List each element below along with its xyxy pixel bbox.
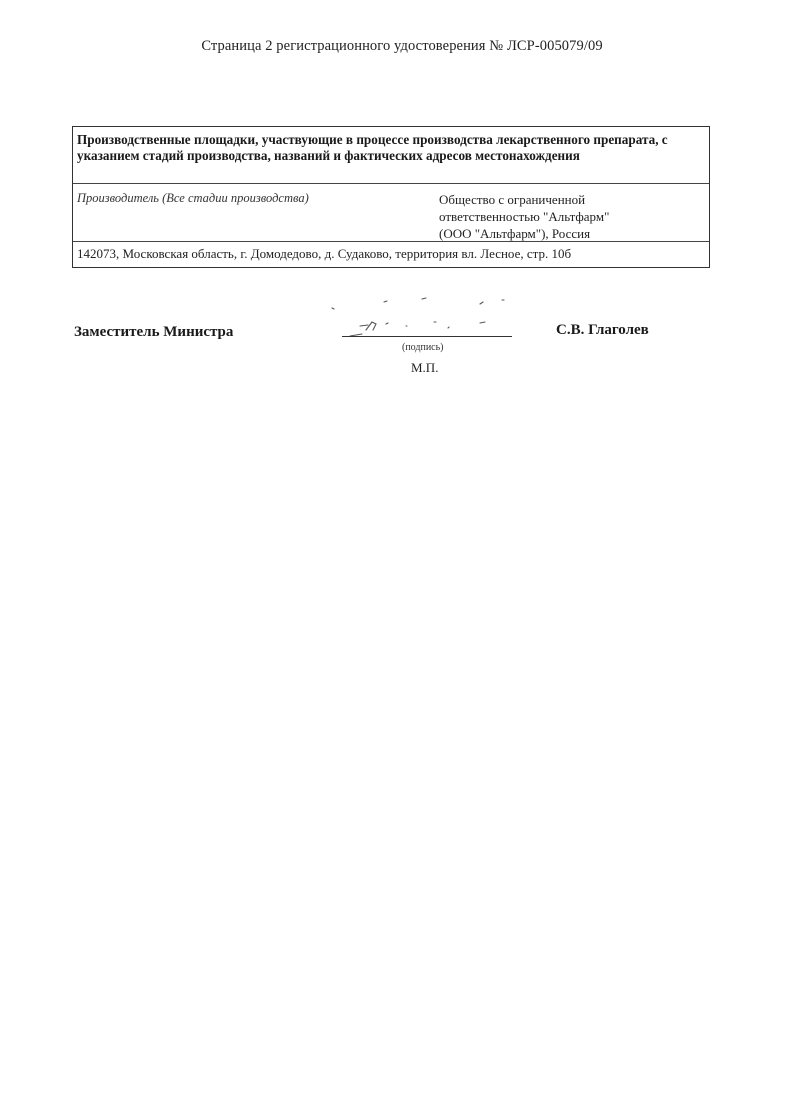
company-name-line-2: ответственностью "Альтфарм" (439, 209, 610, 224)
production-role: Производитель (Все стадии производства) (77, 191, 309, 205)
company-name (439, 191, 699, 242)
stamp-label: М.П. (411, 360, 439, 375)
table-divider (73, 183, 709, 184)
company-name-line-1: Общество с ограниченной (439, 192, 586, 207)
company-name-line-3: (ООО "Альтфарм"), Россия (439, 226, 591, 241)
signature-caption: (подпись) (402, 342, 444, 353)
page-header: Страница 2 регистрационного удостоверения № ЛСР-005079/09 (201, 38, 603, 54)
table-divider (73, 241, 709, 242)
table-heading: Производственные площадки, участвующие в процессе производства лекарственного препарата, с указанием стадий производства, названий и фактических адресов местонахождения (77, 132, 668, 163)
production-sites-table (72, 126, 710, 268)
signer-name: С.В. Глаголев (556, 322, 649, 338)
signer-position: Заместитель Министра (74, 324, 234, 340)
signature-line (342, 336, 512, 337)
site-address: 142073, Московская область, г. Домодедово, д. Судаково, территория вл. Лесное, стр. 10б (77, 246, 572, 261)
